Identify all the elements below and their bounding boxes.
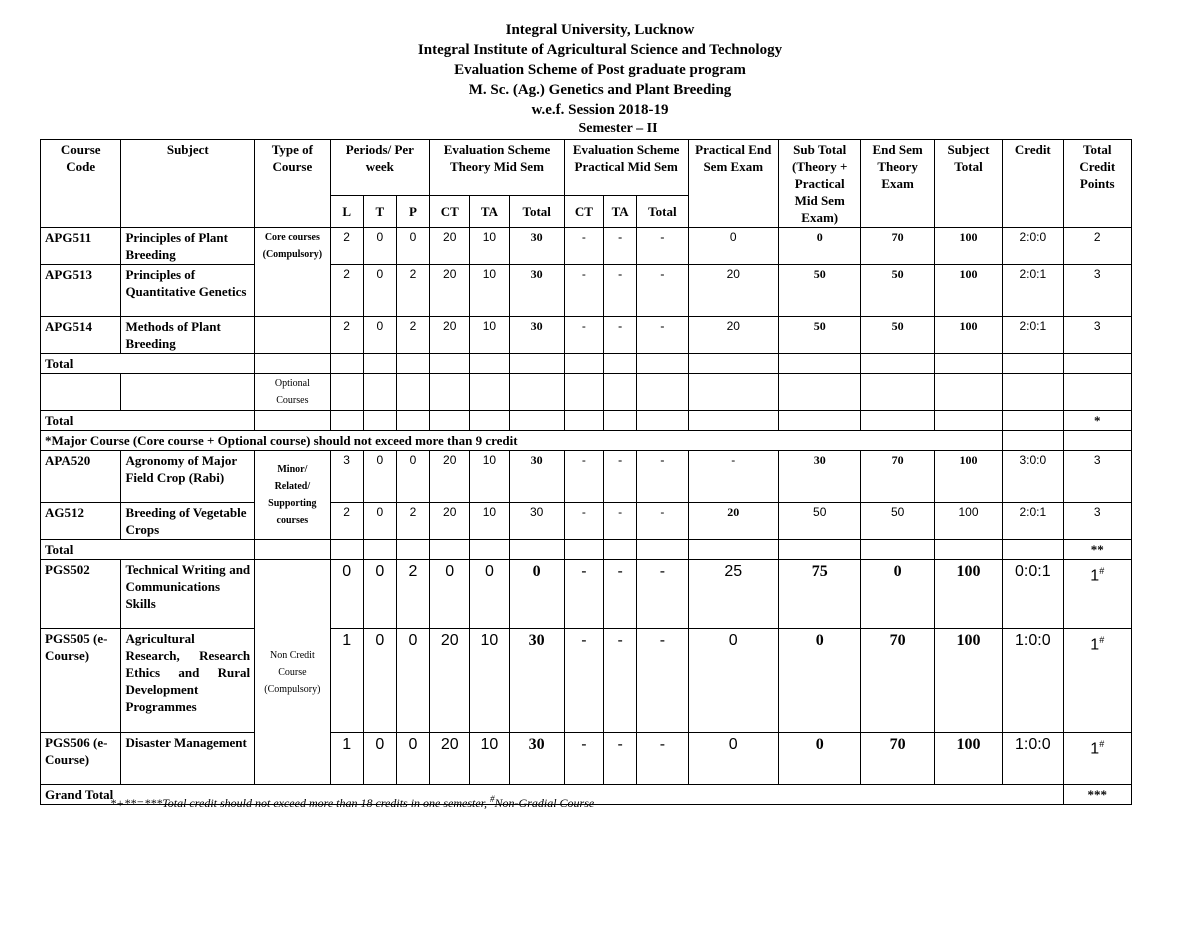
table-row: PGS506 (e-Course) Disaster Management 1 0 0 20 10 30 - - - 0 0 70 100 1:0:0 1# <box>41 733 1132 785</box>
col-pct: CT <box>564 196 603 228</box>
col-ct: CT <box>430 196 470 228</box>
col-subject-total: Subject Total <box>934 140 1002 228</box>
program-name: M. Sc. (Ag.) Genetics and Plant Breeding <box>468 82 732 98</box>
major-course-note-row <box>41 431 1132 451</box>
col-periods: Periods/ Per week <box>330 140 430 196</box>
col-p: P <box>396 196 429 228</box>
col-type: Type of Course <box>255 140 330 228</box>
col-subject: Subject <box>121 140 255 228</box>
grand-total-row: Grand Total *** <box>41 785 1132 805</box>
university-name: Integral University, Lucknow <box>505 22 695 38</box>
col-t: T <box>363 196 396 228</box>
table-row: PGS502 Technical Writing and Communications Skills Non Credit Course (Compulsory) 0 0 2 0 0 0 - - - 25 75 0 100 0:0:1 1# <box>41 560 1132 629</box>
session-label: w.e.f. Session 2018-19 <box>531 102 669 118</box>
total-row: Total <box>41 354 1132 374</box>
table-row: APA520 Agronomy of Major Field Crop (Rabi) Minor/ Related/ Supporting courses 3 0 0 20 10 30 - - - - 30 70 100 3:0:0 3 <box>41 451 1132 503</box>
col-total: Total <box>509 196 564 228</box>
col-practical-end: Practical End Sem Exam <box>688 140 778 228</box>
type-minor: Minor/ Related/ Supporting courses <box>255 451 330 540</box>
semester-label: Semester – II <box>578 121 658 136</box>
type-noncredit: Non Credit Course (Compulsory) <box>255 560 330 785</box>
optional-row <box>41 374 1132 411</box>
col-total-credit: Total Credit Points <box>1063 140 1132 228</box>
type-optional: Optional Courses <box>255 374 330 411</box>
col-eval-theory: Evaluation Scheme Theory Mid Sem <box>430 140 565 196</box>
col-sub-total: Sub Total (Theory + Practical Mid Sem Exam) <box>778 140 860 228</box>
major-course-note: *Major Course (Core course + Optional course) should not exceed more than 9 credit <box>41 431 1003 451</box>
table-row: APG513 Principles of Quantitative Genetics 2 0 2 20 10 30 - - - 20 50 50 100 2:0:1 3 <box>41 265 1132 317</box>
type-core: Core courses (Compulsory) <box>255 228 330 317</box>
col-ptotal: Total <box>637 196 688 228</box>
col-end-sem: End Sem Theory Exam <box>861 140 934 228</box>
col-course-code: Course Code <box>41 140 121 228</box>
footnote: *+**=***Total credit should not exceed more than 18 credits in one semester, #Non-Gradial Course <box>110 794 595 810</box>
col-l: L <box>330 196 363 228</box>
document-header <box>0 20 1200 120</box>
table-row: APG511 Principles of Plant Breeding Core courses (Compulsory) 2 0 0 20 10 30 - - - 0 0 70 100 2:0:0 2 <box>41 228 1132 265</box>
col-pta: TA <box>604 196 637 228</box>
table-row: APG514 Methods of Plant Breeding 2 0 2 20 10 30 - - - 20 50 50 100 2:0:1 3 <box>41 317 1132 354</box>
total-row: Total * <box>41 411 1132 431</box>
table-row: AG512 Breeding of Vegetable Crops 2 0 2 20 10 30 - - - 20 50 50 100 2:0:1 3 <box>41 503 1132 540</box>
table-row: PGS505 (e-Course) Agricultural Research, Research Ethics and Rural Development Programmes 1 0 0 20 10 30 - - - 0 0 70 100 1:0:0 1# <box>41 629 1132 733</box>
col-credit: Credit <box>1003 140 1063 228</box>
col-ta: TA <box>470 196 509 228</box>
total-row: Total ** <box>41 540 1132 560</box>
evaluation-table <box>40 139 1132 805</box>
scheme-title: Evaluation Scheme of Post graduate program <box>454 62 746 78</box>
col-eval-practical: Evaluation Scheme Practical Mid Sem <box>564 140 688 196</box>
institute-name: Integral Institute of Agricultural Science and Technology <box>417 42 783 58</box>
